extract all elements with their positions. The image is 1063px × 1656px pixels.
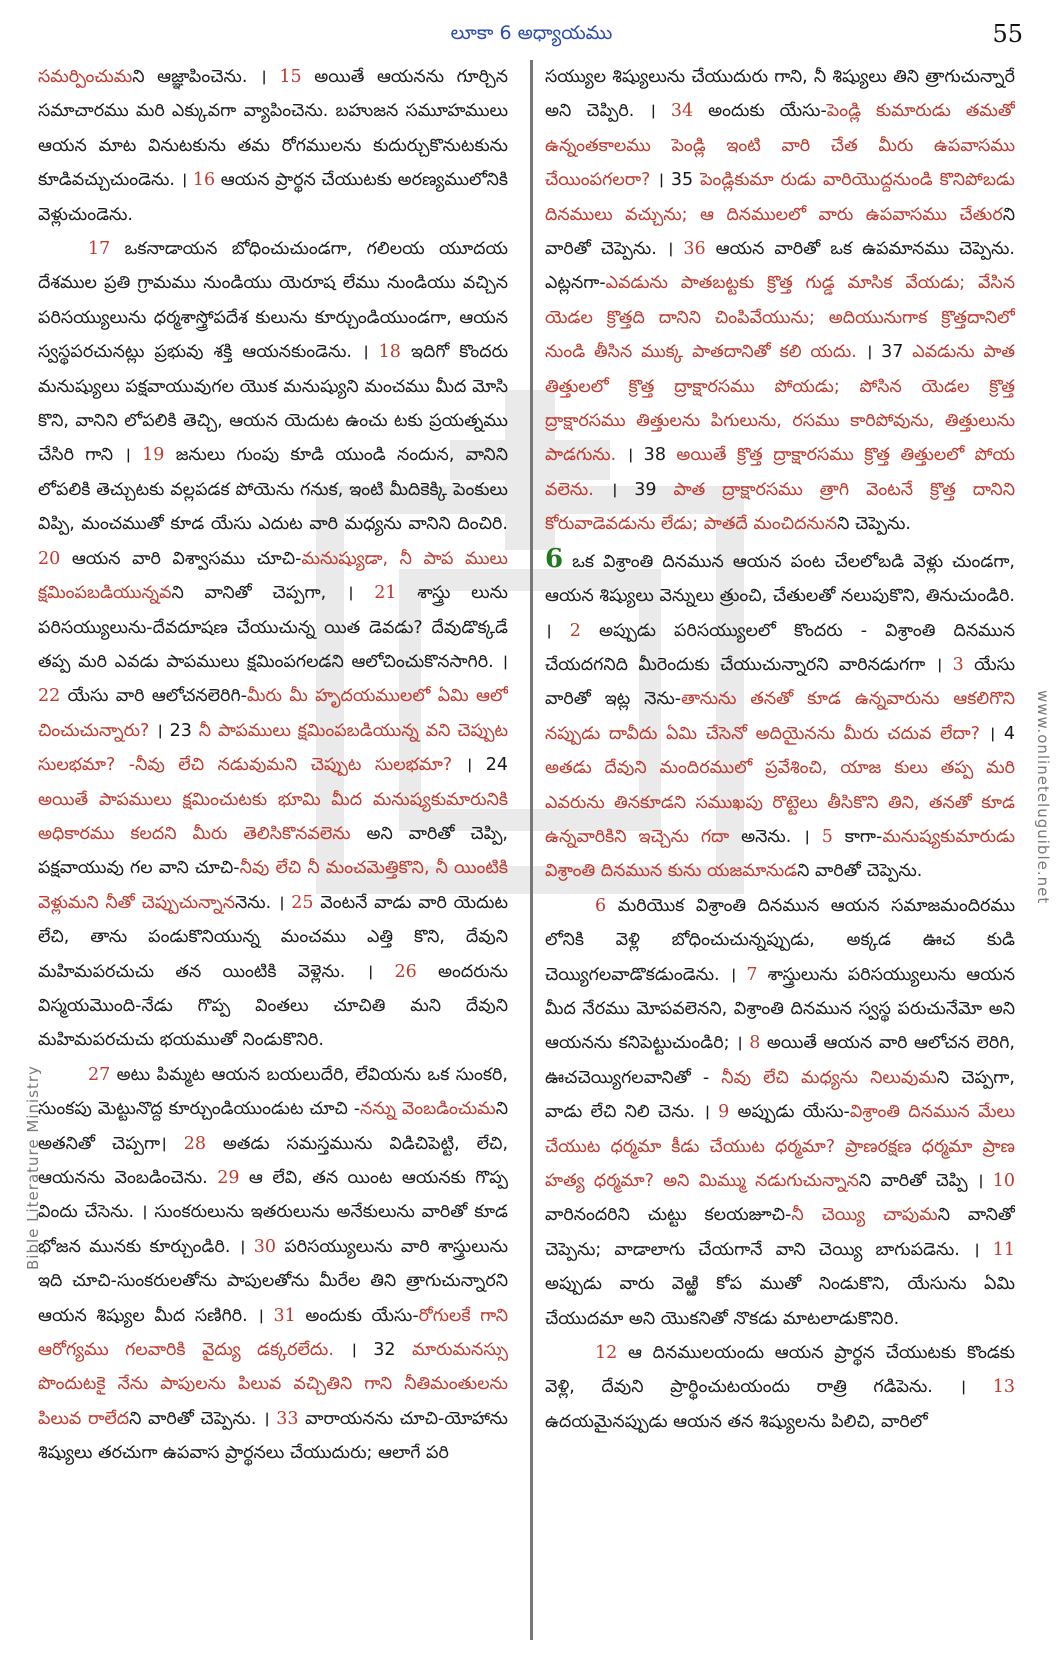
verse-number: 10 [992,1171,1015,1191]
text-run: అతడు సమస్తమును విడిచిపెట్టి, లేచి, ఆయనను వెంబడించెను. [38,1133,508,1188]
red-letter-text: తానును తనతో కూడ ఉన్నవారును ఆకలిగొని నప్పుడు దావీదు ఏమి చేసెనో అదియైనను మీరు చదువ లేదా? [545,689,1015,744]
text-run: ని చెప్పగా, వాడు లేచి నిలి చెను. । [545,1067,1015,1123]
page-number: 55 [992,20,1023,48]
verse-number: 12 [595,1343,618,1364]
text-run: ని వానితో చెప్పగా, । [171,583,375,604]
paragraph [545,60,1015,542]
text-run: ని ఆజ్ఞాపించెను. । [132,67,280,87]
verse-number: 9 [718,1102,730,1123]
text-run: ఆయన వారితో ఒక ఉపమానము చెప్పెను. ఎట్లనగా- [545,239,1015,294]
verse-number: 15 [279,67,302,87]
verse-number: 21 [374,583,397,604]
text-run: ఉదయమైనప్పుడు ఆయన తన శిష్యులను పిలిచి, వారిలో [545,1411,928,1432]
red-letter-text: పెండ్లి కుమారుడు తమతో ఉన్నంతకాలము పెండ్లి ఇంటి వారి చేత మీరు ఉపవాసము చేయింపగలరా? [545,101,1015,191]
verse-number: 11 [992,1239,1015,1260]
verse-number: 34 [670,101,694,122]
text-run: వారినందరిని చుట్టు కలయజూచి- [545,1205,792,1226]
text-run: ఆ లేవి, తన యింట ఆయనకు గొప్ప విందు చేసెను. । సుంకరులును ఇతరులును అనేకులును వారితో కూడ భోజన మునకు కూర్చుండిరి. । [38,1168,508,1257]
text-run: శాస్త్రు లును పరిసయ్యులును-దేవదూషణ చేయుచున్న యిత డెవడు? దేవుడొక్కడే తప్ప మరి ఎవడు పాపములు క్షమింపగలడని ఆలోచించుకొనసాగిరి. । [38,583,508,672]
red-letter-text: మీరు మీ హృదయములలో ఏమి ఆలో చించుచున్నారు? [38,686,508,741]
text-run: । 24 [465,755,508,776]
verse-number: 7 [746,964,758,985]
verse-number: 19 [142,445,165,466]
verse-number: 30 [253,1236,276,1257]
verse-number: 33 [276,1408,299,1429]
verse-number: 18 [378,342,401,363]
text-run: । 23 [156,720,199,741]
text-run: ని వారితో చెప్పెను. । [545,204,1015,260]
red-letter-text: అయితే పాపములు క్షమించుటకు భూమి మీద మనుష్యకుమారునికి అధికారము కలదని మీరు తెలిసికొనవలెను [38,789,508,844]
text-run: అయితే ఆయనను గూర్చిన సమాచారము మరి ఎక్కువగా వ్యాపించెను. బహుజన సమూహములు ఆయన మాట వినుటకును తమ రోగములను కుదుర్చుకొనుటకును కూడివచ్చుచుండెను. । [38,67,508,191]
text-run: మరియొక విశ్రాంతి దినమున ఆయన సమాజమందిరము లోనికి వెళ్లి బోధించుచున్నప్పుడు, అక్కడ ఊచ కుడి చెయ్యిగలవాడొకడుండెను. । [545,895,1015,985]
text-run: అయితే ఆయన వారి ఆలోచన లెరిగి, ఊచచెయ్యిగలవానితో - [545,1033,1015,1088]
text-run: । 39 [610,479,674,500]
text-run: ని వారితో చెప్పెను. [797,861,923,882]
red-letter-text: నీవు లేచి నీ మంచమెత్తికొని, నీ యింటికి వెళ్లుమని నీతో చెప్పుచున్నాన [38,858,508,913]
text-run: ఇదిగో కొందరు మనుష్యులు పక్షవాయువుగల యొక మనుష్యుని మంచము మీద మోసి కొని, వానిని లోపలికి తెచ్చి, ఆయన యెదుట ఉంచు టకు ప్రయత్నము చేసిరి గాని । [38,342,508,466]
paragraph [545,1336,1015,1439]
verse-number: 22 [38,686,61,707]
text-run: వారాయనను చూచి-యోహాను శిష్యులు తరచుగా ఉపవాస ప్రార్థనలు చేయుదురు; ఆలాగే పరి [38,1408,508,1464]
paragraph [545,542,1015,889]
text-run: ఆయన వారి విశ్వాసము చూచి- [60,548,302,569]
text-run: కాగా- [832,826,883,847]
red-letter-text: విశ్రాంతి దినమున మేలు చేయుట ధర్మమా కీడు చేయుట ధర్మమా? ప్రాణరక్షణ ధర్మమా ప్రాణ హత్య ధర్మమా? అని మిమ్ము నడుగుచున్నాన [545,1102,1015,1191]
red-letter-text: నన్ను వెంబడించుమ [360,1099,496,1120]
text-run: అనెను. । [729,826,822,847]
paragraph [545,889,1015,1336]
red-letter-text: మనుష్యుడా, నీ పాప ములు క్షమింపబడియున్నవ [38,548,508,604]
text-run: ని చెప్పెను. [837,514,911,535]
text-run: జనులు గుంపు కూడి యుండి నందున, వానిని లోపలికి తెచ్చుటకు వల్లపడక పోయెను గనుక, ఇంటి మీదికెక్కి పెంకులు విప్పి, మంచముతో కూడ యేసు ఎదుట వారి మధ్యను వానిని దించిరి. [38,445,508,535]
text-run: । 32 [350,1340,412,1361]
website-side-text: www.onlineteluguible.net [1034,690,1052,905]
text-run: ఒక విశ్రాంతి దినమున ఆయన పంట చేలలోబడి వెళ్లు చుండగా, ఆయన శిష్యులు వెన్నులు త్రుంచి, చేతులతో నలుపుకొని, తినుచుండిరి. । [545,551,1015,641]
red-letter-text: ఎవడును పాతబట్టకు క్రొత్త గుడ్డ మాసిక వేయడు; వేసిన యెడల క్రొత్తది దానిని చింపివేయును; అదియునుగాక క్రొత్తదానిలో నుండి తీసిన ముక్క పాతదానితో కలి యదు. [545,273,1015,363]
red-letter-text: మనుష్యకుమారుడు విశ్రాంతి దినమున కును యజమానుడ [545,826,1015,882]
text-run: । 38 [626,445,677,466]
text-run: ని వానితో చెప్పెను; వాడాలాగు చేయగానే వాని చెయ్యి బాగుపడెను. । [545,1205,1015,1260]
text-run: శాస్త్రులును పరిసయ్యులును ఆయన మీద నేరము మోపవలెనని, విశ్రాంతి దినమున స్వస్థ పరుచునేమో అని ఆయనను కనిపెట్టుచుండిరి; । [545,964,1015,1054]
red-letter-text: నీవు లేచి మధ్యను నిలువుమ [721,1067,937,1088]
text-run: వెంటనే వాడు వారి యెదుట లేచి, తాను పండుకొనియున్న మంచము ఎత్తి కొని, దేవుని మహిమపరచుచు తన యింటికి వెళ్లెను. । [38,892,508,982]
left-column [38,60,508,1640]
text-run: అందుకు యేసు- [295,1305,419,1326]
text-run: అటు పిమ్మట ఆయన బయలుదేరి, లేవియను ఒక సుంకరి, సుంకపు మెట్టునొద్ద కూర్చుండియుండుట చూచి - [38,1064,508,1120]
text-run: పరిసయ్యులును వారి శాస్త్రులును ఇది చూచి-సుంకరులతోను పాపులతోను మీరేల తిని త్రాగుచున్నారని ఆయన శిష్యుల మీద సణిగిరి. । [38,1236,508,1326]
verse-number: 28 [183,1133,206,1154]
red-letter-text: పెండ్లికుమా రుడు వారియొద్దనుండి కొనిపోబడు దినములు వచ్చును; ఆ దినములలో వారు ఉపవాసము చేతుర [545,170,1015,225]
verse-number: 26 [394,961,417,982]
verse-number: 13 [992,1377,1015,1398]
text-run: అప్పుడు యేసు- [729,1102,850,1123]
verse-number: 25 [291,892,314,913]
red-letter-text: సమర్పించుమ [38,67,133,87]
text-run: ని వారితో చెప్పి । [858,1171,993,1191]
red-letter-text: మారుమనస్సు పొందుటకై నేను పాపులను పిలువ వచ్చితిని గాని నీతిమంతులను పిలువ రాలేద [38,1340,508,1429]
text-run: అప్పుడు పరిసయ్యులలో కొందరు - విశ్రాంతి దినమున చేయదగనిది మీరెందుకు చేయుచున్నారని వారినడుగగా । [545,620,1015,675]
text-run: యేసు వారితో ఇట్ల నెను- [545,654,1015,710]
verse-number: 6 [595,895,607,916]
verse-number: 3 [952,654,964,675]
chapter-number: 6 [545,543,564,574]
chapter-title: లూకా 6 అధ్యాయము [450,22,613,44]
text-run: సయ్యుల శిష్యులును చేయుదురు గాని, నీ శిష్యులు తిని త్రాగుచున్నారే అని చెప్పిరి. । [545,67,1015,122]
red-letter-text: నీ చెయ్యి చాపుమ [791,1205,938,1226]
right-column [545,60,1015,1640]
text-run: । 4 [988,723,1015,744]
text-run: యేసు వారి ఆలోచనలెరిగి- [60,686,247,707]
red-letter-text: రోగులకే గాని ఆరోగ్యము గలవారికి వైద్యు డక్కరలేదు. [38,1305,508,1361]
verse-number: 36 [683,239,706,260]
paragraph [38,60,508,232]
text-run: నెను. । [234,892,292,913]
verse-number: 31 [273,1305,296,1326]
paragraph [38,1058,508,1471]
verse-number: 8 [749,1033,761,1054]
red-letter-text: ఎవడును పాత తిత్తులలో క్రొత్త ద్రాక్షారసము పోయడు; పోసిన యెడల క్రొత్త ద్రాక్షారసము తిత్తులను పిగులును, రసము కారిపోవును, తిత్తులును పాడగును. [545,342,1015,466]
red-letter-text: పాత ద్రాక్షారసము త్రాగి వెంటనే క్రొత్త దానిని కోరువాడెవడును లేడు; పాతదే మంచిదనున [545,479,1015,535]
text-run: అని వారితో చెప్పి, పక్షవాయువు గల వాని చూచి- [38,823,508,879]
verse-number: 16 [192,170,216,191]
red-letter-text: అతడు దేవుని మందిరములో ప్రవేశించి, యాజ కులు తప్ప మరి ఎవరును తినకూడని సముఖపు రొట్టెలు తీసికొని తిని, తనతో కూడ ఉన్నవారికిని ఇచ్చెను గదా [545,758,1015,847]
text-run: అందుకు యేసు- [693,101,827,122]
text-run: అప్పుడు వారు వెఱ్ఱి కోప ముతో నిండుకొని, యేసును ఏమి చేయుదమా అని యొకనితో నొకడు మాటలాడుకొనిరి. [545,1274,1015,1329]
verse-number: 27 [88,1064,111,1085]
column-divider [530,60,533,1640]
red-letter-text: నీ పాపములు క్షమింపబడియున్న వని చెప్పుట సులభమా? -నీవు లేచి నడువుమని చెప్పుట సులభమా? [38,720,508,776]
red-letter-text: అయితే క్రొత్త ద్రాక్షారసము క్రొత్త తిత్తులలో పోయ వలెను. [545,445,1015,500]
text-run: ఆ దినములయందు ఆయన ప్రార్థన చేయుటకు కొండకు వెళ్లి, దేవుని ప్రార్థించుటయందు రాత్రి గడిపెను. । [545,1343,1015,1398]
text-run: ఆయన ప్రార్థన చేయుటకు అరణ్యములోనికి వెళ్లుచుండెను. [38,170,508,225]
verse-number: 20 [38,548,61,569]
text-run: । 37 [865,342,913,363]
text-run: । 35 [657,170,701,191]
verse-number: 17 [88,239,111,260]
verse-number: 2 [569,620,581,641]
verse-number: 29 [217,1168,240,1188]
text-run: ని వారితో చెప్పెను. । [129,1408,277,1429]
verse-number: 5 [821,826,833,847]
text-run: ఒకనాడాయన బోధించుచుండగా, గలిలయ యూదయ దేశముల ప్రతి గ్రామము నుండియు యెరూష లేము నుండియు వచ్చిన పరిసయ్యులును ధర్మశాస్త్రోపదేశ కులును కూర్చుండియుండగా, ఆయన స్వస్థపరచునట్లు ప్రభువు శక్తి ఆయనకుండెను. । [38,239,508,363]
paragraph [38,232,508,1058]
page-header [0,18,1063,58]
ministry-side-text: Bible Literature Ministry [24,1065,42,1270]
text-run: ని అతనితో చెప్పగా। [38,1099,508,1154]
text-run: అందరును విస్మయమొంది-నేడు గొప్ప వింతలు చూచితి మని దేవుని మహిమపరచుచు భయముతో నిండుకొనిరి. [38,961,508,1051]
